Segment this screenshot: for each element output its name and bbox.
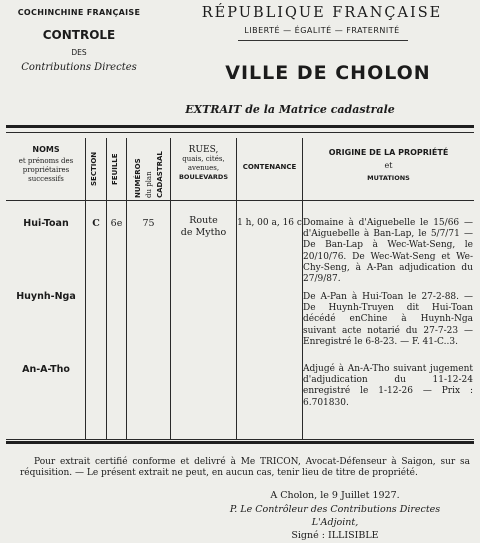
republic-title: RÉPUBLIQUE FRANÇAISE [201,5,443,21]
table-bottom-rule-inner [6,439,474,440]
header-origine-title: ORIGINE DE LA PROPRIÉTÉ [328,148,449,157]
service-des: DES [71,48,87,57]
table-top-rule-inner [6,132,474,133]
header-feuille: FEUILLE [111,153,119,185]
contenance-value: 1 h, 00 a, 16 c [237,218,302,228]
column-divider [126,138,127,440]
header-numeros-cadastral: CADASTRAL [155,151,164,198]
street-line2: de Mytho [180,226,227,238]
table-bottom-rule [6,441,474,444]
header-rues [171,146,236,182]
column-divider [85,138,86,440]
table-top-rule [6,125,474,128]
feuille-value: 6e [110,218,123,229]
signatory-role: L'Adjoint, [311,517,359,528]
republic-motto: LIBERTÉ — ÉGALITÉ — FRATERNITÉ [244,26,400,35]
header-rues-sub2: avenues, [187,164,220,172]
header-numeros-title: NUMÉROS [133,158,142,198]
signatory-title: P. Le Contrôleur des Contributions Directes [229,504,441,515]
numero-value: 75 [142,218,155,229]
colony-name: COCHINCHINE FRANÇAISE [17,8,141,17]
header-rues-sub3: BOULEVARDS [178,173,229,181]
table-header-bottom-rule [6,200,474,201]
origin-entry: De A-Pan à Hui-Toan le 27-2-88. — De Huynh-Truyen dit Hui-Toan décédé enChine à Huynh-Nga suivant acte notarié du 27-7-23 — Enregistré le 6-8-23. — F. 41-C..3. [303,292,473,347]
signature: Signé : ILLISIBLE [291,530,379,541]
header-origine-et: et [384,161,393,170]
header-origine-mutations: MUTATIONS [367,174,410,182]
street-value [171,215,236,238]
extract-title: EXTRAIT de la Matrice cadastrale [185,103,395,116]
header-noms [8,145,84,184]
service-name: CONTROLE [42,28,116,42]
header-noms-sub: et prénoms des propriétaires successifs [18,157,74,183]
street-line1: Route [189,215,218,226]
header-origine [303,148,474,183]
origin-entry: Domaine à d'Aiguebelle le 15/66 — d'Aiguebelle à Ban-Lap, le 5/7/71 — De Ban-Lap à Wec-Wat-Seng, le 20/10/76. De Wec-Wat-Seng et We-Chy-Seng, à A-Pan adjudication du 27/9/87. [303,218,473,285]
header-divider [238,40,408,41]
column-divider [170,138,171,440]
header-rues-title: RUES, [188,145,219,155]
header-numeros-duplan: du plan [144,171,153,198]
header-noms-title: NOMS [32,145,60,154]
column-divider [106,138,107,440]
certification-text: Pour extrait certifié conforme et delivré à Me TRICON, Avocat-Défenseur à Saigon, sur sa réquisition. — Le présent extrait ne peut, en aucun cas, tenir lieu de titre de propriété. [20,457,470,478]
origin-entry: Adjugé à An-A-Tho suivant jugement d'adjudication du 11-12-24 enregistré le 1-12-26 — Prix : 6.701830. [303,364,473,408]
owner-name: Hui-Toan [23,218,69,229]
signature-date: A Cholon, le 9 Juillet 1927. [270,490,400,501]
column-divider [236,138,237,440]
section-value: C [92,218,100,229]
city-title: VILLE DE CHOLON [225,62,431,84]
header-contenance: CONTENANCE [242,163,297,171]
header-rues-sub1: quais, cités, [182,155,225,163]
header-section: SECTION [90,151,98,187]
owner-name: An-A-Tho [22,364,70,375]
owner-name: Huynh-Nga [16,291,76,302]
header-left-block [4,8,154,73]
header-numeros [129,138,169,198]
department-name: Contributions Directes [21,62,137,73]
